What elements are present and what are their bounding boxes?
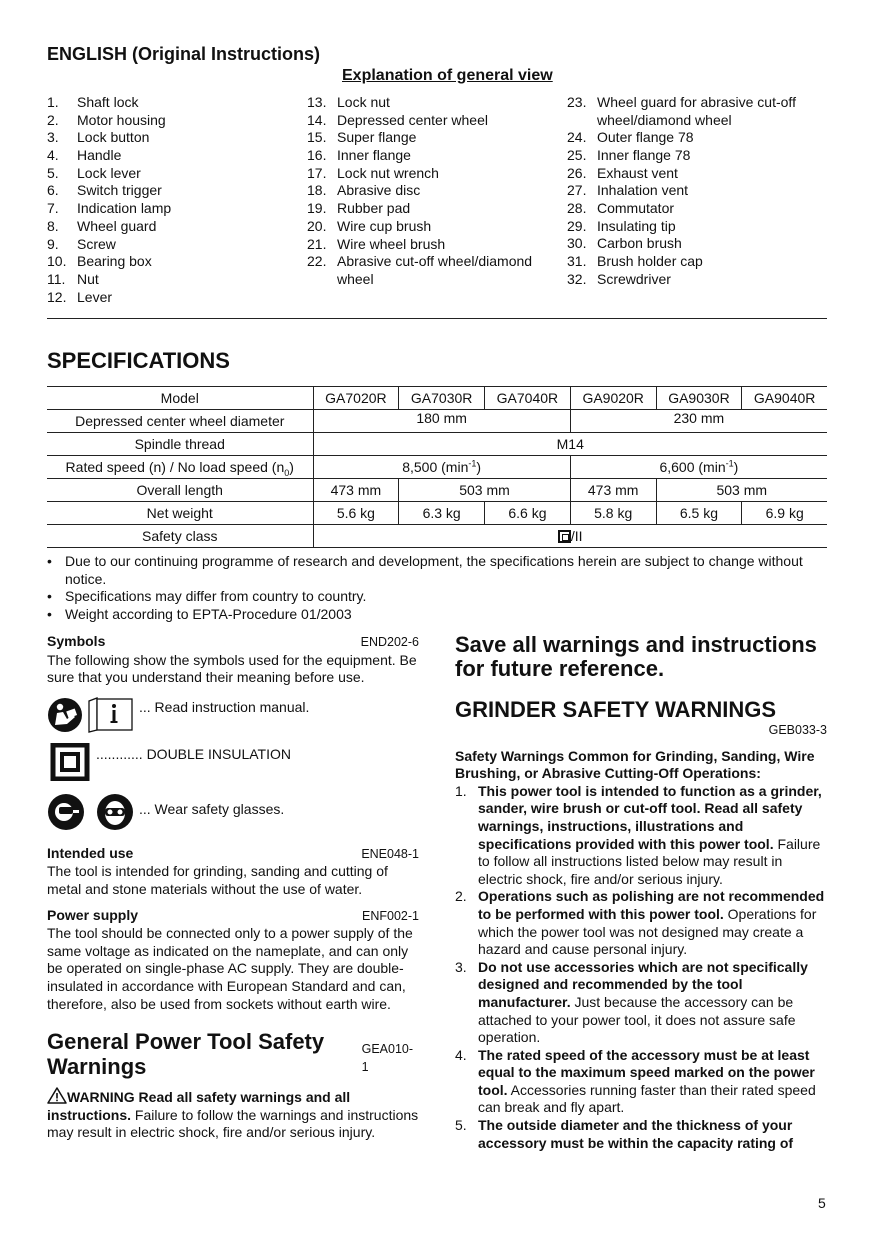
section-code: GEA010-1 [361,1041,414,1074]
right-column [455,633,827,1152]
list-item: 29. Insulating tip [567,217,676,234]
list-item: 20. Wire cup brush [307,217,432,234]
table-cell: GA7030R [399,387,485,410]
table-cell: 6,600 $(\min^{-1})$ [570,456,827,479]
list-item: 9. Screw [47,235,116,252]
table-cell: GA9030R [656,387,742,410]
table-cell: 5.6 kg [313,502,399,525]
table-cell: 230 mm [570,410,827,433]
table-cell: 6.6 kg [485,502,571,525]
list-item: 18. Abrasive disc [307,182,421,199]
parts-list-col-1 [47,94,297,306]
table-row [47,525,827,548]
grinder-subtitle: Safety Warnings Common for Grinding, Sanding, Wire Brushing, or Abrasive Cutting-Off Operations: [455,747,815,782]
list-item: 8. Wheel guard [47,217,157,234]
table-cell: Model [47,387,313,410]
section-title: General Power Tool Safety Warnings [47,1029,325,1080]
paragraph: The tool is intended for grinding, sanding and cutting of metal and stone materials without the use of water. [47,863,388,897]
list-item: 7. Indication lamp [47,200,172,217]
table-cell: Safety class [47,525,313,548]
double-insulation-icon [47,743,93,781]
specification-notes [47,553,837,623]
list-item: 32. Screwdriver [567,270,671,287]
table-cell: 6.9 kg [742,502,827,525]
table-row [47,479,827,502]
list-item: 3. Do not use accessories which are not specifically designed and recommended by the tool manufacturer. Just because the accessory can be attached to your power tool, it does not assure safe operation. [455,958,808,1046]
table-cell: Overall length [47,479,313,502]
general-safety-header [47,1029,419,1079]
list-item: 31. Brush holder cap [567,253,703,269]
parts-list-col-2 [307,94,557,288]
list-item: 19. Rubber pad [307,200,411,217]
list-item: 30. Carbon brush [567,235,682,252]
specifications-title: SPECIFICATIONS [47,348,230,373]
table-cell: 473 mm [570,479,656,502]
list-item: 4. The rated speed of the accessory must be at least equal to the maximum speed marked on the power tool. Accessories running faster than their rated speed can break and fly apart. [455,1046,816,1116]
list-item: 3. Lock button [47,129,150,146]
paragraph: The following show the symbols used for the equipment. Be sure that you understand their meaning before use. [47,651,417,686]
list-item: 14. Depressed center wheel [307,111,488,128]
divider [47,318,827,319]
section-title: Intended use [47,844,134,861]
table-cell: 503 mm [399,479,571,502]
table-cell: 180 mm [313,410,570,433]
list-item: 15. Super flange [307,129,417,146]
list-item: 25. Inner flange 78 [567,146,691,163]
list-item: • Weight according to EPTA-Procedure 01/2003 [47,605,352,622]
list-item: 11. Nut [47,270,99,287]
table-row [47,433,827,456]
symbol-caption: ............ DOUBLE INSULATION [96,745,292,762]
table-row [47,387,827,410]
table-cell: 6.5 kg [656,502,742,525]
left-column [47,633,419,1142]
paragraph: The tool should be connected only to a power supply of the same voltage as indicated on the nameplate, and can only be operated on single-phase AC supply. They are double-insulated in accordance with European Standard and can, therefore, also be used from sockets without earth wire. [47,925,413,1012]
list-item: 1. Shaft lock [47,94,139,110]
table-cell: GA7040R [485,387,571,410]
table-cell: /II [313,525,827,548]
read-manual-icon [47,697,137,733]
table-cell: Net weight [47,502,313,525]
table-cell: M14 [313,433,827,456]
symbol-row [47,793,419,831]
table-row [47,410,827,433]
list-item: 2. Operations such as polishing are not recommended to be performed with this power tool. Operations for which the power tool was not designed may create a hazard and cause personal injury. [455,888,825,958]
list-item: 26. Exhaust vent [567,164,678,181]
save-warnings-heading: Save all warnings and instructions for future reference. [455,632,817,681]
symbols-header [47,633,419,652]
symbol-caption: ... Wear safety glasses. [139,800,285,817]
list-item: 17. Lock nut wrench [307,164,439,181]
list-item: 23. Wheel guard for abrasive cut-off wheel/diamond wheel [567,94,796,128]
table-cell: GA9040R [742,387,827,410]
list-item: 16. Inner flange [307,147,411,164]
safety-glasses-icon [47,793,137,831]
list-item: 5. Lock lever [47,164,141,181]
grinder-safety-title: GRINDER SAFETY WARNINGS [455,697,777,722]
table-cell: 6.3 kg [399,502,485,525]
document-heading: ENGLISH (Original Instructions) [47,44,321,64]
explanation-title: Explanation of general view [342,67,553,84]
table-cell: Depressed center wheel diameter [47,410,313,433]
power-supply-header [47,907,419,926]
specifications-table [47,386,827,548]
symbol-caption: ... Read instruction manual. [139,698,310,715]
section-title: Symbols [47,633,106,649]
list-item: 4. Handle [47,147,122,164]
section-code: END202-6 [360,635,419,649]
section-code: GEB033-3 [768,723,827,737]
table-cell: Rated speed (n) / No load speed $(n_0)$ [47,456,313,479]
section-code: ENE048-1 [361,846,419,861]
table-cell: 8,500 $(\min^{-1})$ [313,456,570,479]
page-number: 5 [818,1195,826,1211]
list-item: 27. Inhalation vent [567,182,689,199]
symbol-row [47,697,419,733]
list-item: 12. Lever [47,288,113,305]
table-cell: Spindle thread [47,433,313,456]
table-cell: 503 mm [656,479,827,502]
table-cell: GA9020R [570,387,656,410]
list-item: 24. Outer flange 78 [567,129,694,146]
symbol-row [47,743,419,781]
list-item: 10. Bearing box [47,253,152,270]
intended-use-header [47,845,419,864]
table-cell: 5.8 kg [570,502,656,525]
table-cell: GA7020R [313,387,399,410]
warning-icon [47,1087,67,1104]
list-item: 22. Abrasive cut-off wheel/diamond wheel [307,253,533,287]
section-title: Power supply [47,906,139,923]
list-item: 1. This power tool is intended to function as a grinder, sander, wire brush or cut-off tool. Read all safety warnings, instructions, illustrations and specifications provided with this power tool. Failure to follow all instructions listed below may result in electric shock, fire and/or serious injury. [455,782,822,887]
table-cell: 473 mm [313,479,399,502]
list-item: 21. Wire wheel brush [307,235,446,252]
table-row [47,456,827,479]
list-item: 28. Commutator [567,199,675,216]
list-item: • Due to our continuing programme of research and development, the specifications herein are subject to change without notice. [47,553,803,587]
list-item: 5. The outside diameter and the thickness of your accessory must be within the capacity rating of [455,1117,794,1151]
parts-list-col-3 [567,94,829,288]
table-row [47,502,827,525]
list-item: 6. Switch trigger [47,182,162,199]
warning-paragraph: WARNING Read all safety warnings and all instructions. Failure to follow the warnings and instructions may result in electric shock, fire and/or serious injury. [47,1089,419,1141]
double-insulation-icon [558,530,571,543]
list-item: 13. Lock nut [307,94,390,110]
section-code: ENF002-1 [362,908,419,923]
list-item: 2. Motor housing [47,111,166,128]
list-item: • Specifications may differ from country to country. [47,588,367,605]
